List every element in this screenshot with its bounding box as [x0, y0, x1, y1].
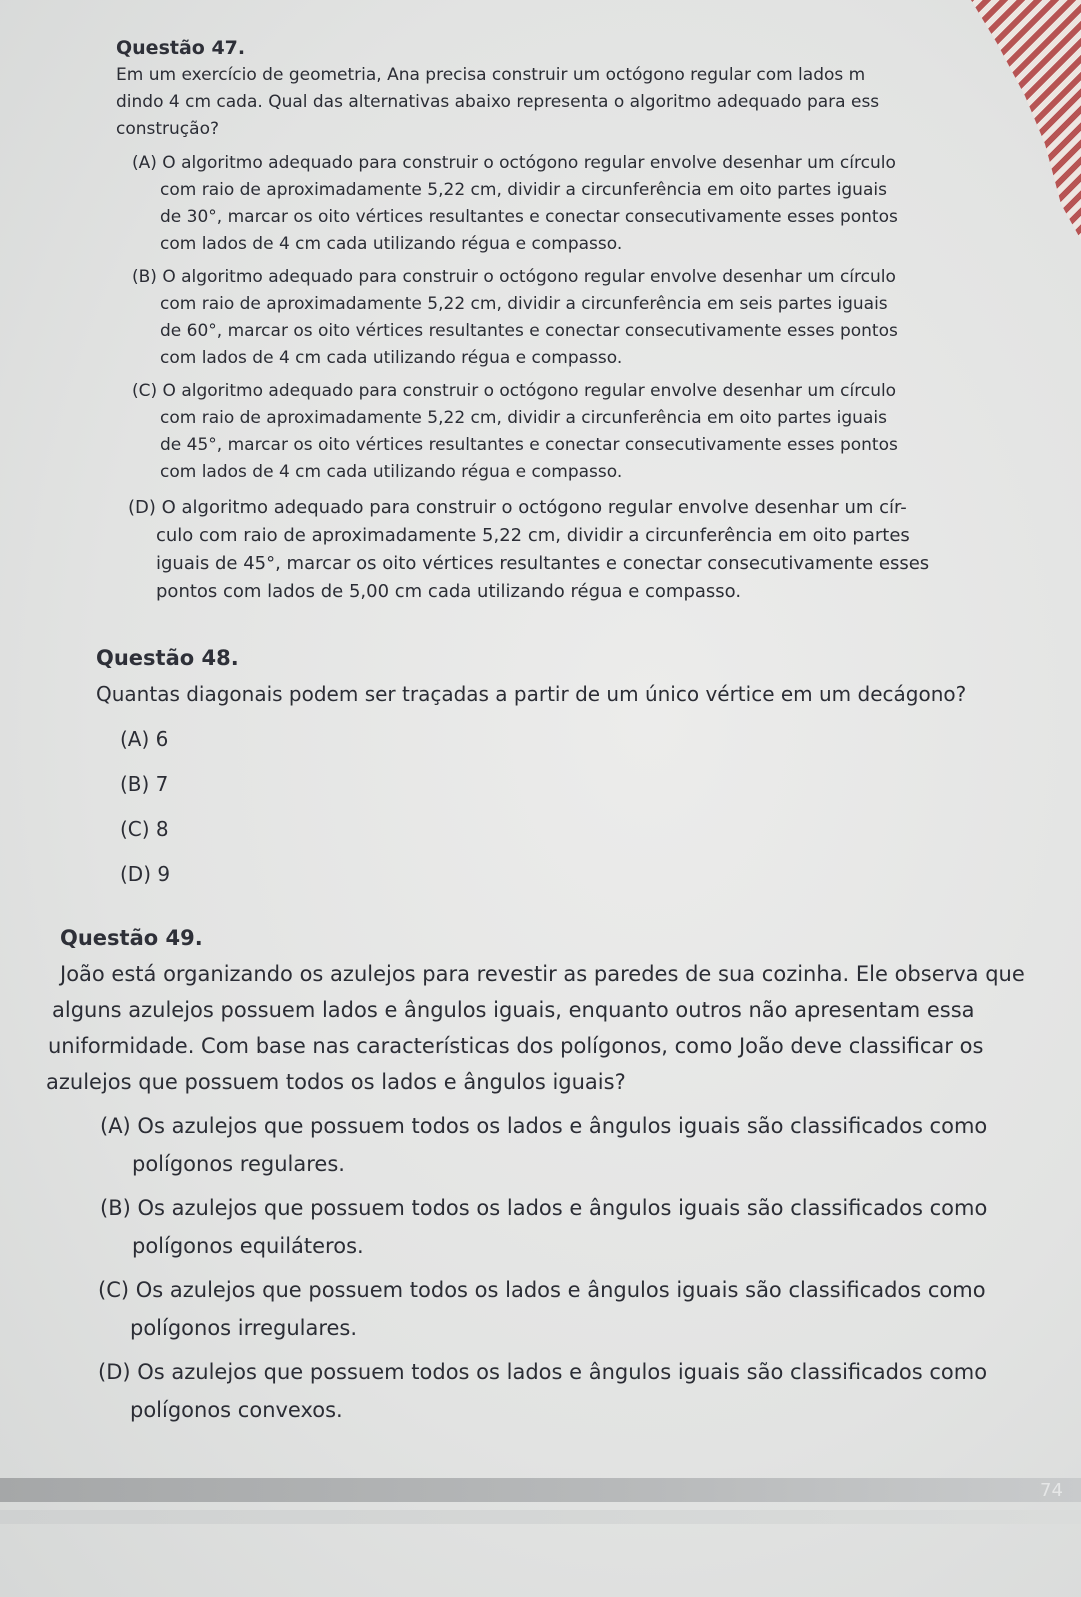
option-c-line-2: com raio de aproximadamente 5,22 cm, dividir a circunferência em oito partes iguais [160, 408, 887, 428]
option-a-line-2: com raio de aproximadamente 5,22 cm, dividir a circunferência em oito partes iguais [160, 180, 887, 200]
option-b-line-1: (B) Os azulejos que possuem todos os lados e ângulos iguais são classificados como [100, 1196, 988, 1220]
option-c-line-1: (C) O algoritmo adequado para construir o octógono regular envolve desenhar um círculo [132, 381, 897, 401]
option-d-line-3: iguais de 45°, marcar os oito vértices resultantes e conectar consecutivamente esses [156, 553, 930, 574]
question-48-option-b[interactable]: (B) 7 [120, 772, 169, 796]
option-a-line-3: de 30°, marcar os oito vértices resultantes e conectar consecutivamente esses pontos [160, 207, 898, 227]
option-d-line-2: polígonos convexos. [130, 1398, 343, 1422]
question-48-stem: Quantas diagonais podem ser traçadas a partir de um único vértice em um decágono? [96, 682, 967, 706]
footer-bar [0, 1478, 1081, 1502]
option-c-line-2: polígonos irregulares. [130, 1316, 358, 1340]
footer-line [0, 1510, 1081, 1524]
option-a-line-1: (A) O algoritmo adequado para construir o octógono regular envolve desenhar um círculo [132, 153, 896, 173]
option-d-line-2: culo com raio de aproximadamente 5,22 cm, dividir a circunferência em oito partes [156, 525, 910, 546]
option-a-line-4: com lados de 4 cm cada utilizando régua e compasso. [160, 234, 623, 254]
question-47-stem-line-3: construção? [116, 119, 219, 139]
option-b-line-1: (B) O algoritmo adequado para construir o octógono regular envolve desenhar um círculo [132, 267, 896, 287]
option-d-line-1: (D) O algoritmo adequado para construir o octógono regular envolve desenhar um cír- [128, 497, 907, 518]
option-c-line-3: de 45°, marcar os oito vértices resultantes e conectar consecutivamente esses pontos [160, 435, 898, 455]
question-48-title: Questão 48. [96, 646, 239, 670]
question-49-stem-line-3: uniformidade. Com base nas características dos polígonos, como João deve classificar os [48, 1034, 984, 1058]
question-49-stem-line-1: João está organizando os azulejos para revestir as paredes de sua cozinha. Ele observa que [60, 962, 1025, 986]
question-49-stem-line-2: alguns azulejos possuem lados e ângulos iguais, enquanto outros não apresentam essa [52, 998, 975, 1022]
option-b-line-4: com lados de 4 cm cada utilizando régua e compasso. [160, 348, 623, 368]
option-c-line-4: com lados de 4 cm cada utilizando régua e compasso. [160, 462, 623, 482]
question-47-stem-line-2: dindo 4 cm cada. Qual das alternativas abaixo representa o algoritmo adequado para ess [116, 92, 880, 112]
option-c-line-1: (C) Os azulejos que possuem todos os lados e ângulos iguais são classificados como [98, 1278, 986, 1302]
question-48-option-d[interactable]: (D) 9 [120, 862, 171, 886]
question-49-stem-line-4: azulejos que possuem todos os lados e ângulos iguais? [46, 1070, 626, 1094]
question-49-title: Questão 49. [60, 926, 203, 950]
question-47-stem-line-1: Em um exercício de geometria, Ana precisa construir um octógono regular com lados m [116, 65, 866, 85]
question-48-option-c[interactable]: (C) 8 [120, 817, 169, 841]
option-b-line-3: de 60°, marcar os oito vértices resultantes e conectar consecutivamente esses pontos [160, 321, 898, 341]
option-b-line-2: polígonos equiláteros. [132, 1234, 364, 1258]
page-number: 74 [1040, 1480, 1063, 1501]
option-d-line-1: (D) Os azulejos que possuem todos os lados e ângulos iguais são classificados como [98, 1360, 988, 1384]
option-a-line-1: (A) Os azulejos que possuem todos os lados e ângulos iguais são classificados como [100, 1114, 988, 1138]
option-b-line-2: com raio de aproximadamente 5,22 cm, dividir a circunferência em seis partes iguais [160, 294, 888, 314]
question-47-title: Questão 47. [116, 37, 246, 59]
option-a-line-2: polígonos regulares. [132, 1152, 345, 1176]
option-d-line-4: pontos com lados de 5,00 cm cada utilizando régua e compasso. [156, 581, 742, 602]
question-48-option-a[interactable]: (A) 6 [120, 727, 169, 751]
